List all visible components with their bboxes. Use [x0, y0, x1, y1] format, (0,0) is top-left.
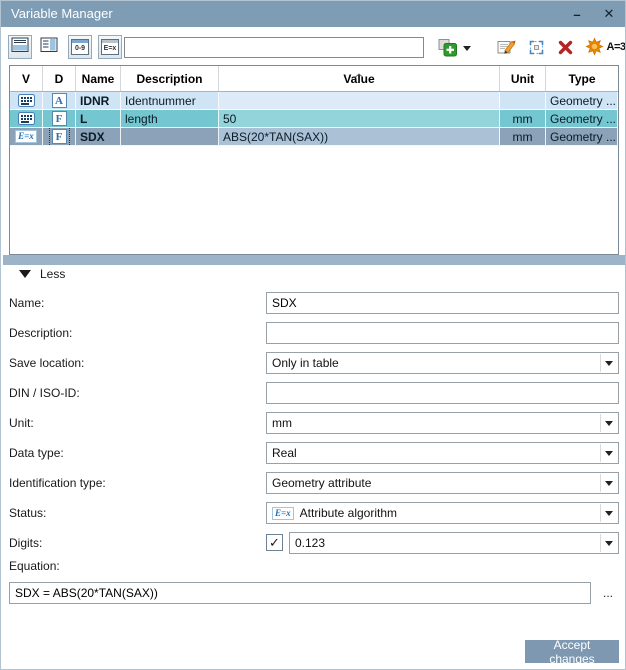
- description-label: Description:: [9, 326, 73, 340]
- name-input[interactable]: [266, 292, 619, 314]
- chevron-down-icon: [605, 451, 613, 456]
- expander-label: Less: [40, 267, 66, 281]
- digits-checkbox[interactable]: [266, 534, 283, 551]
- data-type-label: Data type:: [9, 446, 64, 460]
- name-label: Name:: [9, 296, 45, 310]
- attribute-algorithm-icon: E=x: [15, 130, 37, 143]
- update-variables-button[interactable]: [583, 35, 605, 57]
- save-location-select[interactable]: [266, 352, 619, 374]
- unit-value: mm: [272, 416, 292, 430]
- window-title: Variable Manager: [11, 6, 113, 21]
- form-row-unit: [9, 412, 619, 434]
- formula-variables-icon: E=x: [101, 39, 119, 55]
- dropdown-button[interactable]: [600, 354, 617, 372]
- formula-type-icon: F: [52, 129, 67, 144]
- save-location-label: Save location:: [9, 356, 85, 370]
- column-header-name[interactable]: Name: [76, 66, 121, 91]
- dropdown-button[interactable]: [600, 504, 617, 522]
- add-variable-dropdown-button[interactable]: [461, 44, 473, 52]
- column-header-type[interactable]: Type: [568, 71, 596, 86]
- keypad-icon: [18, 112, 35, 125]
- minimize-button[interactable]: –: [573, 6, 581, 22]
- attribute-algorithm-icon: E=x: [272, 507, 294, 520]
- delete-variable-button[interactable]: [555, 37, 575, 57]
- gear-burst-icon: [585, 37, 604, 56]
- column-header-unit[interactable]: Unit: [500, 66, 546, 91]
- form-row-din-iso: [9, 382, 619, 404]
- column-header-v[interactable]: V: [10, 66, 43, 91]
- cell-description: [121, 128, 219, 146]
- keypad-icon: [18, 94, 35, 107]
- din-iso-input[interactable]: [266, 382, 619, 404]
- filter-numeric-variables-button[interactable]: [68, 35, 92, 59]
- unit-label: Unit:: [9, 416, 34, 430]
- column-header-description[interactable]: Description: [121, 66, 219, 91]
- edit-pencil-icon: [497, 38, 517, 57]
- form-row-status: [9, 502, 619, 524]
- description-input[interactable]: [266, 322, 619, 344]
- form-row-identification-type: [9, 472, 619, 494]
- cell-name: IDNR: [76, 92, 121, 110]
- digits-label: Digits:: [9, 536, 43, 550]
- cell-description: length: [121, 110, 219, 128]
- triangle-down-icon: [19, 270, 31, 278]
- numeric-variables-icon: 0-9: [71, 39, 89, 55]
- less-expander[interactable]: [19, 267, 65, 281]
- unit-select[interactable]: [266, 412, 619, 434]
- split-horizontal-icon: [11, 37, 29, 58]
- chevron-down-icon: [605, 481, 613, 486]
- cell-name: SDX: [76, 128, 121, 146]
- delete-x-icon: [557, 39, 574, 56]
- edit-variable-button[interactable]: [496, 36, 518, 58]
- add-variable-button[interactable]: [436, 36, 458, 58]
- assign-value-label: A=3: [606, 41, 626, 53]
- select-in-drawing-button[interactable]: [525, 36, 547, 58]
- table-row[interactable]: [10, 110, 618, 128]
- equation-more-button[interactable]: ...: [595, 582, 621, 604]
- cell-value: [219, 92, 500, 110]
- close-button[interactable]: ✕: [603, 6, 615, 21]
- status-select[interactable]: [266, 502, 619, 524]
- filter-formula-variables-button[interactable]: [98, 35, 122, 59]
- identification-type-select[interactable]: [266, 472, 619, 494]
- column-header-value[interactable]: Value: [219, 66, 500, 91]
- digits-format-value: 0.123: [295, 536, 326, 550]
- title-bar: [1, 1, 626, 27]
- table-row[interactable]: [10, 128, 618, 146]
- dropdown-button[interactable]: [600, 474, 617, 492]
- cell-unit: mm: [500, 128, 546, 146]
- cell-value: 50: [219, 110, 500, 128]
- data-type-select[interactable]: [266, 442, 619, 464]
- cell-type: Geometry ...: [546, 128, 618, 146]
- chevron-down-icon: [605, 361, 613, 366]
- accept-changes-button[interactable]: Accept changes: [525, 640, 619, 663]
- view-split-vertical-button[interactable]: [37, 35, 61, 59]
- chevron-down-icon: [605, 421, 613, 426]
- cell-type: Geometry ...: [546, 110, 618, 128]
- view-split-horizontal-button[interactable]: [8, 35, 32, 59]
- cell-type: Geometry ...: [546, 92, 618, 110]
- dropdown-button[interactable]: [600, 414, 617, 432]
- sort-ascending-icon: [355, 67, 364, 81]
- table-row[interactable]: [10, 92, 618, 110]
- assign-value-button[interactable]: [606, 39, 626, 55]
- table-header: [10, 66, 618, 92]
- form-row-description: [9, 322, 619, 344]
- chevron-down-icon: [463, 46, 471, 51]
- dropdown-button[interactable]: [600, 444, 617, 462]
- filter-input[interactable]: [124, 37, 424, 58]
- variable-table: [9, 65, 619, 255]
- form-row-save-location: [9, 352, 619, 374]
- chevron-down-icon: [605, 511, 613, 516]
- cell-unit: mm: [500, 110, 546, 128]
- pane-splitter[interactable]: [3, 255, 625, 265]
- add-icon: [437, 38, 458, 57]
- identification-type-label: Identification type:: [9, 476, 106, 490]
- form-row-digits: [9, 532, 619, 554]
- checkmark-icon: ✓: [269, 534, 280, 550]
- identification-type-value: Geometry attribute: [272, 476, 372, 490]
- digits-format-select[interactable]: [289, 532, 619, 554]
- formula-type-icon: F: [52, 111, 67, 126]
- save-location-value: Only in table: [272, 356, 339, 370]
- cell-name: L: [76, 110, 121, 128]
- equation-input[interactable]: [9, 582, 591, 604]
- split-vertical-icon: [40, 37, 58, 58]
- data-type-value: Real: [272, 446, 297, 460]
- din-iso-label: DIN / ISO-ID:: [9, 386, 80, 400]
- cell-description: Identnummer: [121, 92, 219, 110]
- dropdown-button[interactable]: [600, 534, 617, 552]
- cell-unit: [500, 92, 546, 110]
- text-type-icon: A: [52, 93, 67, 108]
- cell-value: ABS(20*TAN(SAX)): [219, 128, 500, 146]
- chevron-down-icon: [605, 541, 613, 546]
- status-label: Status:: [9, 506, 47, 520]
- selection-frame-icon: [527, 38, 546, 57]
- equation-label: Equation:: [9, 559, 60, 573]
- column-header-d[interactable]: D: [43, 66, 76, 91]
- form-row-data-type: [9, 442, 619, 464]
- status-value: Attribute algorithm: [299, 506, 398, 520]
- form-row-name: [9, 292, 619, 314]
